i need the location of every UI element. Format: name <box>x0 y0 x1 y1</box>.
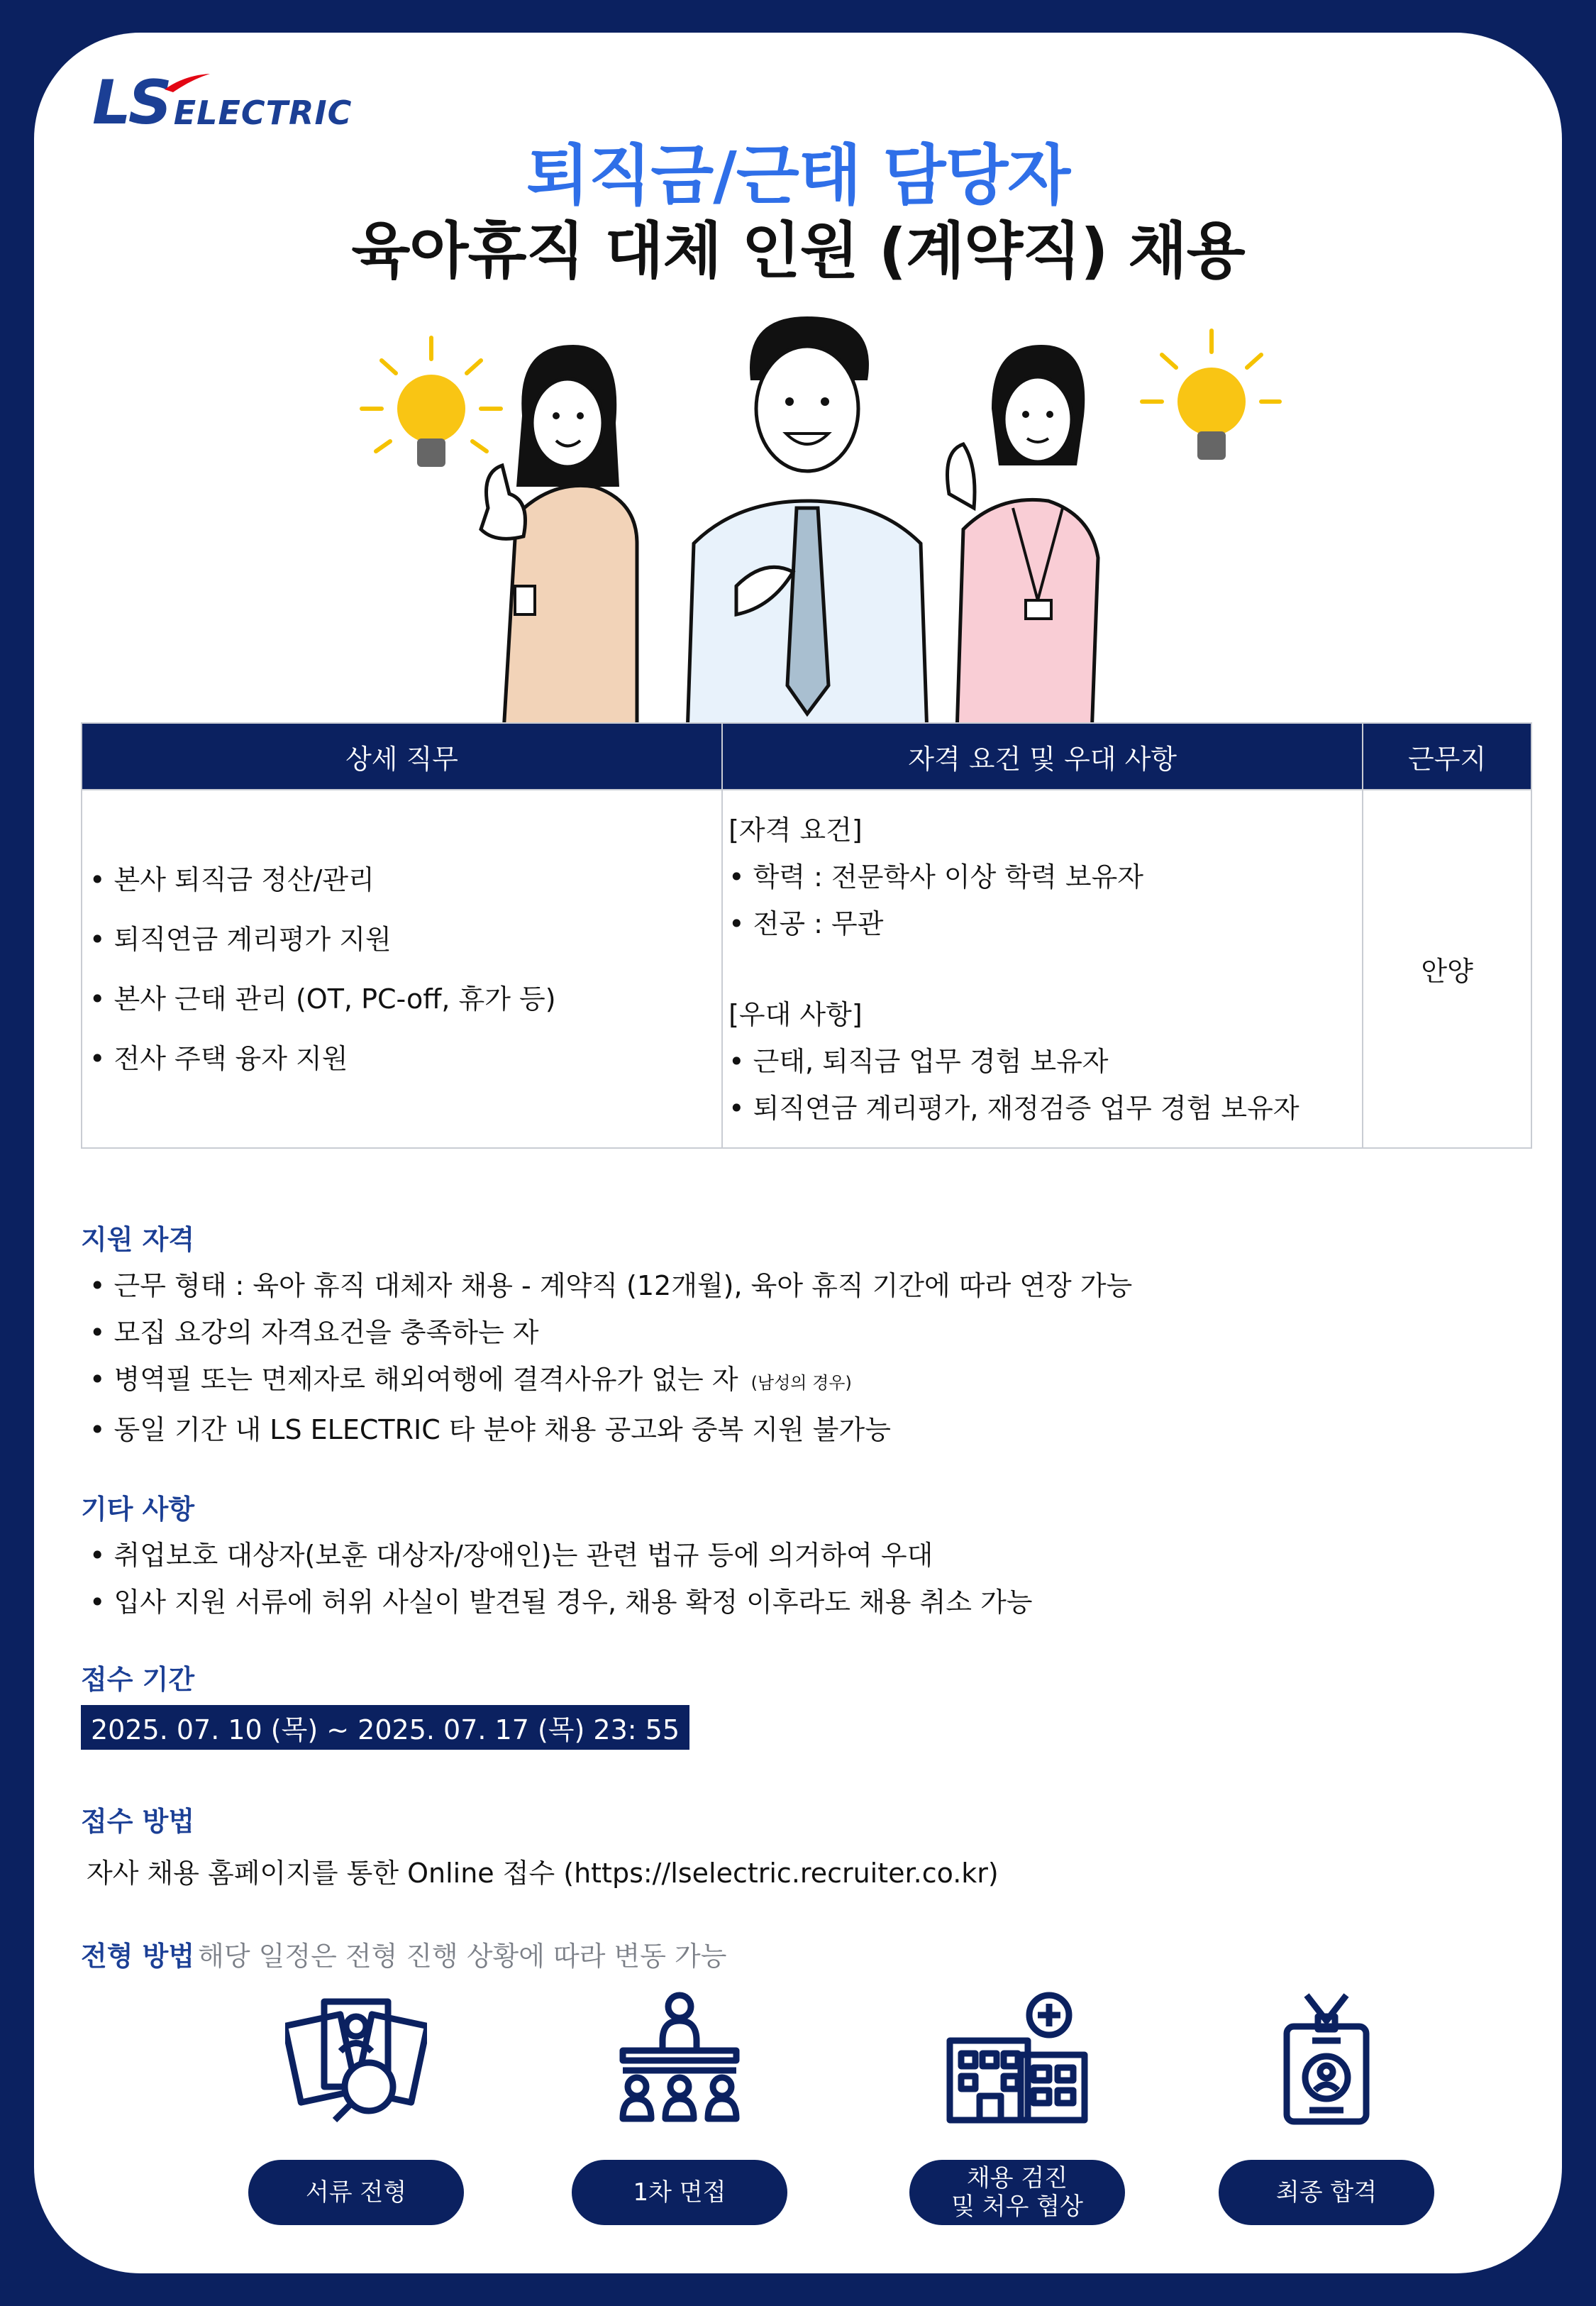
header-duties: 상세 직무 <box>82 723 722 790</box>
title-position: 육아휴직 대체 인원 (계약직) 채용 <box>351 216 1245 287</box>
etc-item: • 취업보호 대상자(보훈 대상자/장애인)는 관련 법규 등에 의거하여 우대 <box>81 1532 1515 1579</box>
poster-card <box>34 33 1562 2273</box>
logo-electric-text: ELECTRIC <box>173 94 353 132</box>
lightbulb-left-icon <box>362 338 501 467</box>
process-steps <box>81 1991 1515 2225</box>
woman-left-figure <box>481 345 637 756</box>
id-badge-icon <box>1256 1991 1397 2126</box>
req-item: • 학력 : 전문학사 이상 학력 보유자 <box>728 854 1362 900</box>
interview-icon <box>609 1991 750 2126</box>
three-people-illustration-icon <box>339 302 1282 756</box>
eligibility-item-text: 병역필 또는 면제자로 해외여행에 결격사유가 없는 자 <box>113 1364 738 1395</box>
period-title: 접수 기간 <box>81 1664 195 1695</box>
location-cell: 안양 <box>1363 790 1531 1148</box>
eligibility-item <box>81 1356 1515 1406</box>
step-label: 최종 합격 <box>1219 2160 1434 2225</box>
header-requirements: 자격 요건 및 우대 사항 <box>722 723 1363 790</box>
pref-item: • 근태, 퇴직금 업무 경험 보유자 <box>728 1038 1362 1085</box>
lightbulb-right-icon <box>1142 331 1280 460</box>
period-section <box>81 1657 1515 1750</box>
eligibility-section <box>81 1218 1515 1453</box>
document-review-icon <box>285 1991 427 2126</box>
eligibility-item: • 모집 요강의 자격요건을 충족하는 자 <box>81 1309 1515 1356</box>
process-section <box>81 1934 1515 1973</box>
logo-ls-text: LS <box>92 67 170 138</box>
step-interview <box>572 1991 787 2225</box>
logo-swoosh-icon <box>163 71 213 99</box>
method-title: 접수 방법 <box>81 1806 195 1837</box>
method-section <box>81 1799 1515 1890</box>
requirements-cell <box>722 790 1363 1148</box>
step-document-review <box>248 1991 464 2225</box>
pref-title: [우대 사항] <box>728 998 863 1030</box>
man-center-figure <box>687 316 928 756</box>
duty-item: • 본사 근태 관리 (OT, PC-off, 휴가 등) <box>89 969 721 1029</box>
etc-title: 기타 사항 <box>81 1494 195 1525</box>
etc-section <box>81 1487 1515 1626</box>
eligibility-title: 지원 자격 <box>81 1224 195 1255</box>
title-role: 퇴직금/근태 담당자 <box>526 138 1070 214</box>
process-title: 전형 방법 <box>81 1941 195 1972</box>
step-health-check <box>909 1991 1125 2225</box>
eligibility-note: (남성의 경우) <box>750 1373 852 1393</box>
woman-right-figure <box>948 345 1099 756</box>
pref-item: • 퇴직연금 계리평가, 재정검증 업무 경험 보유자 <box>728 1085 1362 1132</box>
duty-item: • 퇴직연금 계리평가 지원 <box>89 910 721 969</box>
process-note: 해당 일정은 전형 진행 상황에 따라 변동 가능 <box>198 1941 727 1972</box>
step-label: 1차 면접 <box>572 2160 787 2225</box>
req-item: • 전공 : 무관 <box>728 900 1362 947</box>
duties-cell <box>82 790 722 1148</box>
eligibility-item: • 근무 형태 : 육아 휴직 대체자 채용 - 계약직 (12개월), 육아 휴직 기간에 따라 연장 가능 <box>81 1262 1515 1309</box>
method-text: 자사 채용 홈페이지를 통한 Online 접수 (https://lselectric.recruiter.co.kr) <box>87 1858 999 1889</box>
duty-item: • 전사 주택 융자 지원 <box>89 1029 721 1088</box>
eligibility-item: • 동일 기간 내 LS ELECTRIC 타 분야 채용 공고와 중복 지원 불가능 <box>81 1406 1515 1453</box>
period-dates: 2025. 07. 10 (목) ~ 2025. 07. 17 (목) 23: 55 <box>81 1705 689 1750</box>
step-final-pass <box>1219 1991 1434 2225</box>
job-details-table <box>81 722 1532 1149</box>
req-title: [자격 요건] <box>728 814 863 846</box>
duty-item: • 본사 퇴직금 정산/관리 <box>89 850 721 910</box>
header-location: 근무지 <box>1363 723 1531 790</box>
hospital-icon <box>943 1991 1092 2126</box>
etc-item: • 입사 지원 서류에 허위 사실이 발견될 경우, 채용 확정 이후라도 채용 취소 가능 <box>81 1579 1515 1626</box>
step-label: 채용 검진 및 처우 협상 <box>909 2160 1125 2225</box>
step-label: 서류 전형 <box>248 2160 464 2225</box>
